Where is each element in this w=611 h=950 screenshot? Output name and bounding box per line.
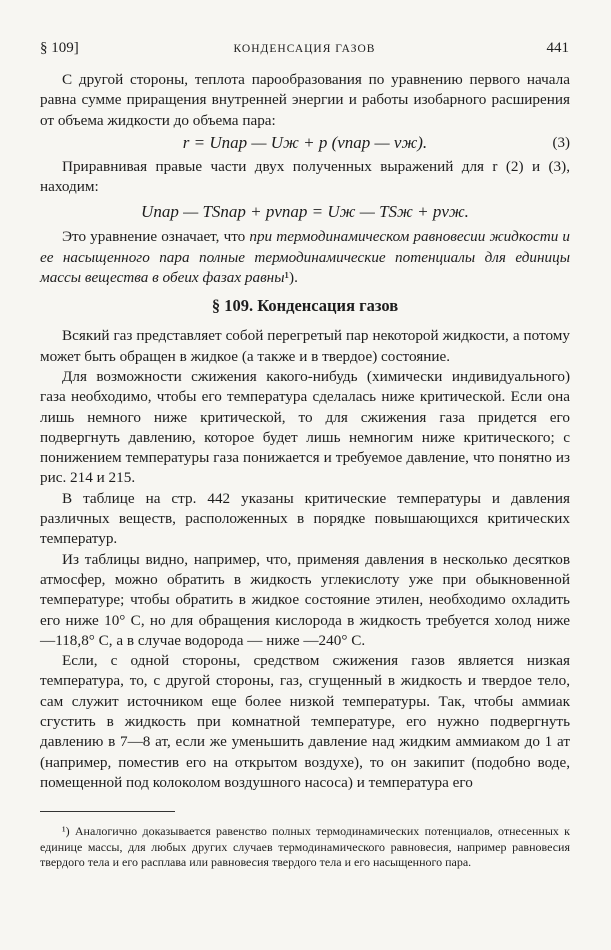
paragraph-5: Для возможности сжижения какого-нибудь (химически индивидуального) газа необходимо, чтобы его температура сделалась ниже критической. Если она лишь немного ниже критической, то для сжижения газа придется его подвергнуть давлению, которое будет лишь немногим ниже критического; с понижением температуры газа понижается и требуемое давление, что понятно из рис. 214 и 215. [40, 367, 570, 487]
formula-equality-text: Uпар — TSпар + pvпар = Uж — TSж + pvж. [141, 202, 469, 222]
header-title: КОНДЕНСАЦИЯ ГАЗОВ [233, 43, 376, 55]
paragraph-2: Приравнивая правые части двух полученных выражений для r (2) и (3), находим: [40, 157, 570, 196]
paragraph-6: В таблице на стр. 442 указаны критические температуры и давления различных веществ, расположенных в порядке повышающихся критических температур. [40, 489, 570, 548]
page-number: 441 [546, 40, 569, 56]
section-title: § 109. Конденсация газов [211, 296, 399, 316]
footnote-divider [40, 811, 175, 812]
paragraph-1: С другой стороны, теплота парообразования по уравнению первого начала равна сумме приращения внутренней энергии и работы изобарного расширения от объема жидкости до объема пара: [40, 71, 570, 129]
header-section: § 109] [40, 40, 79, 56]
formula-3-number: (3) [552, 134, 570, 151]
paragraph-4: Всякий газ представляет собой перегретый пар некоторой жидкости, а потому может быть обращен в жидкое (а также и в твердое) состояние. [40, 327, 570, 365]
paragraph-7: Из таблицы видно, например, что, применяя давления в несколько десятков атмосфер, можно обратить в жидкость углекислоту уже при обыкновенной температуре; чтобы обратить в жидкое состояние этилен, необходимо охладить его ниже 10° С, но для обращения кислорода в жидкость требуется холод ниже —118,8° С, а в случае водорода — ниже —240° С. [40, 550, 570, 649]
paragraph-3 [40, 227, 570, 288]
footnote-ref: ¹). [284, 269, 298, 287]
paragraph-8: Если, с одной стороны, средством сжижения газов является низкая температура, то, с другой стороны, газ, сгущенный в жидкость и твердое тело, сам служит источником еще более низкой температуры. Так, чтобы аммиак сгустить в жидкость при комнатной температуре, его нужно подвергнуть давлению в 7—8 ат, если же уменьшить давление над жидким аммиаком до 1 ат (например, поместив его на открытом воздухе), то он закипит (подобно воде, помещенной под колоколом воздушного насоса) и температура его [40, 652, 570, 791]
footnote: ¹) Аналогично доказывается равенство полных термодинамических потенциалов, отнесенных к единице массы, для любых других случаев термодинамического равновесия, например равновесия твердого тела и его расплава или равновесия твердого тела и его насыщенного пара. [40, 824, 570, 869]
paragraph-3-start: Это уравнение означает, что [62, 228, 250, 246]
paragraph-3-italic: при термодинамическом равновесии жидкости и ее насыщенного пара полные термодинамические потенциалы для единицы массы вещества в обеих фазах равны [40, 228, 570, 287]
running-header [40, 40, 569, 60]
page-body [40, 70, 570, 793]
formula-3-text: r = Uпар — Uж + p (vпар — vж). [182, 132, 428, 152]
formula-3 [40, 131, 570, 157]
formula-equality [40, 197, 570, 227]
